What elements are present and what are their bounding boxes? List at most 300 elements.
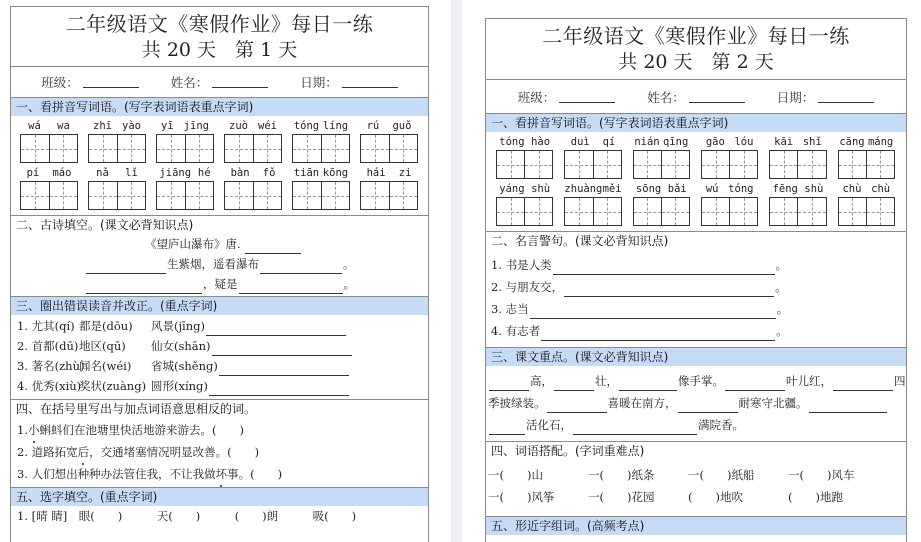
writing-cell[interactable] bbox=[21, 135, 49, 162]
pinyin-syllable: wú bbox=[705, 183, 719, 195]
writing-cell[interactable] bbox=[225, 135, 253, 162]
pinyin-syllable: fǒ bbox=[262, 167, 276, 179]
pinyin-word bbox=[701, 135, 758, 179]
title-block bbox=[486, 19, 906, 80]
pronunciation-list bbox=[11, 315, 428, 399]
writing-cell[interactable] bbox=[593, 198, 621, 225]
worksheet-title: 二年级语文《寒假作业》每日一练 bbox=[542, 24, 850, 48]
word-with-pinyin: 闻名(wéi) bbox=[79, 359, 132, 373]
tianzige-cells bbox=[292, 181, 350, 210]
quote-list bbox=[486, 250, 906, 347]
text-keypoints bbox=[486, 366, 906, 441]
pinyin-syllable: hé bbox=[197, 167, 211, 179]
quote-prompt: 4. 有志者 bbox=[491, 324, 541, 338]
tianzige-cells bbox=[564, 197, 621, 226]
keypoint-line bbox=[488, 413, 906, 435]
pinyin-label bbox=[20, 166, 78, 181]
pinyin-syllable: zhī bbox=[93, 120, 112, 132]
sentence-text: 蝌蚪们在池塘里快活地游来游去。( ) bbox=[39, 423, 244, 437]
writing-cell[interactable] bbox=[497, 151, 524, 178]
poem-blank-4[interactable] bbox=[239, 280, 343, 294]
pinyin-word bbox=[633, 182, 690, 226]
section-3-heading: 三、课文重点。(课文必背知识点) bbox=[486, 347, 906, 366]
pinyin-syllable: zhuàng bbox=[564, 183, 603, 195]
section-4-heading: 四、在括号里写出与加点词语意思相反的词。 bbox=[11, 399, 428, 418]
pinyin-word bbox=[292, 119, 350, 163]
pinyin-label bbox=[20, 119, 78, 134]
pinyin-word bbox=[769, 135, 826, 179]
pinyin-word bbox=[496, 135, 553, 179]
pinyin-label bbox=[496, 182, 553, 197]
pinyin-syllable: guǒ bbox=[392, 120, 412, 132]
word-with-pinyin: 圆形(xíng) bbox=[151, 379, 208, 393]
tianzige-cells bbox=[633, 197, 690, 226]
keypoint-text: 满院香。 bbox=[698, 418, 744, 432]
fill-blank[interactable] bbox=[489, 377, 529, 391]
section-1-heading: 一、看拼音写词语。(写字表词语表重点字词) bbox=[11, 97, 428, 116]
writing-cell[interactable] bbox=[293, 182, 321, 209]
sentence-text: 1. bbox=[17, 423, 28, 437]
class-blank[interactable] bbox=[559, 91, 615, 103]
pinyin-word bbox=[20, 166, 78, 210]
quote-item bbox=[491, 253, 906, 275]
matching-item[interactable]: 一( )山 bbox=[488, 468, 543, 482]
pinyin-label bbox=[838, 182, 895, 197]
writing-cell[interactable] bbox=[524, 198, 552, 225]
pinyin-word bbox=[224, 119, 282, 163]
poem-fill bbox=[11, 234, 428, 296]
pinyin-syllable: lóu bbox=[734, 136, 754, 148]
pinyin-label bbox=[224, 166, 282, 181]
choose-char-item: 1. [晴 睛] 眼( ) 天( ) ( )朗 吸( ) bbox=[17, 509, 357, 523]
pronunciation-item bbox=[17, 316, 428, 336]
pinyin-syllable: měi bbox=[602, 183, 622, 195]
keypoint-text: 活化石， bbox=[526, 418, 572, 432]
word-with-pinyin: 4. 优秀(xiù) bbox=[17, 379, 82, 393]
writing-cell[interactable] bbox=[157, 135, 185, 162]
date-label: 日期： bbox=[300, 75, 338, 90]
writing-cell[interactable] bbox=[866, 151, 894, 178]
pinyin-row bbox=[486, 182, 906, 226]
pinyin-label bbox=[224, 119, 282, 134]
pinyin-syllable: gāo bbox=[705, 136, 725, 148]
pinyin-syllable: jiāng bbox=[159, 167, 192, 179]
quote-item bbox=[491, 319, 906, 341]
pinyin-word bbox=[360, 166, 418, 210]
antonym-item bbox=[17, 462, 428, 484]
section-2-heading: 二、古诗填空。(课文必背知识点) bbox=[11, 215, 428, 234]
matching-item[interactable]: 一( )纸条 bbox=[588, 468, 655, 482]
name-label: 姓名： bbox=[170, 75, 209, 90]
quote-prompt: 3. 志当 bbox=[491, 302, 529, 316]
antonym-list bbox=[11, 418, 428, 487]
pinyin-label bbox=[769, 135, 826, 150]
fill-blank[interactable] bbox=[833, 377, 893, 391]
writing-cell[interactable] bbox=[702, 198, 729, 225]
section-4-heading: 四、词语搭配。(字词重难点) bbox=[486, 441, 906, 460]
writing-cell[interactable] bbox=[49, 135, 78, 162]
pinyin-syllable: wa bbox=[57, 120, 70, 132]
poem-period: 。 bbox=[343, 257, 355, 271]
pinyin-syllable: tóng bbox=[728, 183, 754, 195]
pinyin-label bbox=[156, 119, 214, 134]
section-1-heading: 一、看拼音写词语。(写字表词语表重点字词) bbox=[486, 113, 906, 132]
pinyin-label bbox=[564, 135, 621, 150]
pinyin-syllable: jīng bbox=[183, 120, 209, 132]
worksheet-day: 共 20 天 第 2 天 bbox=[618, 51, 774, 73]
word-with-pinyin: 地区(qū) bbox=[79, 339, 126, 353]
section-3-heading: 三、圈出错误读音并改正。(重点字词) bbox=[11, 296, 428, 315]
name-blank[interactable] bbox=[212, 76, 268, 88]
pinyin-label bbox=[838, 135, 895, 150]
writing-cell[interactable] bbox=[253, 182, 282, 209]
keypoint-text: 季披绿装。 bbox=[488, 396, 546, 410]
pinyin-syllable: hái bbox=[366, 167, 386, 179]
pronunciation-item bbox=[17, 356, 428, 376]
writing-cell[interactable] bbox=[565, 151, 592, 178]
quote-blank[interactable] bbox=[553, 261, 775, 275]
pinyin-label bbox=[701, 135, 758, 150]
pinyin-label bbox=[564, 182, 621, 197]
class-blank[interactable] bbox=[83, 76, 139, 88]
tianzige-cells bbox=[701, 150, 758, 179]
tianzige-cells bbox=[496, 197, 553, 226]
word-with-pinyin: 风景(jīng) bbox=[151, 319, 205, 333]
writing-cell[interactable] bbox=[565, 198, 592, 225]
writing-cell[interactable] bbox=[117, 135, 146, 162]
tianzige-cells bbox=[838, 197, 895, 226]
poem-blank-1[interactable] bbox=[86, 260, 166, 274]
worksheet-day: 共 20 天 第 1 天 bbox=[141, 39, 298, 61]
tianzige-cells bbox=[292, 134, 350, 163]
word-with-pinyin: 奖状(zuàng) bbox=[79, 379, 147, 393]
word-with-pinyin: 都是(dōu) bbox=[79, 319, 133, 333]
pinyin-label bbox=[360, 166, 418, 181]
poem-text: 生紫烟，遥看瀑布 bbox=[167, 257, 259, 271]
tianzige-cells bbox=[769, 150, 826, 179]
sentence-text: 事。( ) bbox=[227, 467, 283, 481]
writing-cell[interactable] bbox=[702, 151, 729, 178]
pinyin-word bbox=[496, 182, 553, 226]
pinyin-syllable: máo bbox=[52, 167, 72, 179]
pinyin-syllable: chù bbox=[871, 183, 891, 195]
writing-cell[interactable] bbox=[321, 182, 350, 209]
correction-blank[interactable] bbox=[206, 322, 346, 336]
matching-row bbox=[488, 464, 906, 486]
pinyin-label bbox=[156, 166, 214, 181]
pinyin-label bbox=[292, 119, 350, 134]
tianzige-cells bbox=[88, 181, 146, 210]
pinyin-syllable: duì bbox=[570, 136, 590, 148]
fill-blank[interactable] bbox=[554, 377, 594, 391]
tianzige-cells bbox=[224, 181, 282, 210]
keypoint-line bbox=[488, 369, 906, 391]
matching-item[interactable]: 一( )风筝 bbox=[488, 490, 555, 504]
pinyin-label bbox=[88, 119, 146, 134]
date-label: 日期： bbox=[776, 89, 815, 105]
pinyin-syllable: rú bbox=[366, 120, 380, 132]
pinyin-syllable: tóng bbox=[293, 120, 320, 132]
pinyin-syllable: wá bbox=[28, 120, 41, 132]
pinyin-label bbox=[633, 135, 690, 150]
writing-cell[interactable] bbox=[253, 135, 282, 162]
fill-blank[interactable] bbox=[678, 399, 738, 413]
writing-cell[interactable] bbox=[117, 182, 146, 209]
writing-cell[interactable] bbox=[21, 182, 49, 209]
pinyin-syllable: wéi bbox=[258, 120, 277, 132]
pinyin-syllable: lǐ bbox=[125, 167, 138, 179]
tianzige-cells bbox=[769, 197, 826, 226]
pinyin-syllable: qīng bbox=[662, 136, 689, 148]
writing-cell[interactable] bbox=[157, 182, 185, 209]
writing-cell[interactable] bbox=[389, 135, 418, 162]
writing-cell[interactable] bbox=[661, 198, 689, 225]
writing-cell[interactable] bbox=[661, 151, 689, 178]
matching-item[interactable]: ( )地跑 bbox=[788, 490, 843, 504]
pinyin-syllable: kāi bbox=[774, 136, 794, 148]
quote-item bbox=[491, 297, 906, 319]
pinyin-syllable: nǎ bbox=[96, 167, 109, 179]
keypoint-text: 四 bbox=[894, 374, 906, 388]
date-blank[interactable] bbox=[818, 91, 874, 103]
pinyin-label bbox=[769, 182, 826, 197]
pinyin-word bbox=[88, 166, 146, 210]
tianzige-cells bbox=[88, 134, 146, 163]
pinyin-syllable: nián bbox=[634, 136, 660, 148]
date-blank[interactable] bbox=[342, 76, 398, 88]
matching-item[interactable]: 一( )花园 bbox=[588, 490, 655, 504]
pinyin-label bbox=[701, 182, 758, 197]
keypoint-text: 叶儿红， bbox=[786, 374, 832, 388]
poem-blank-3[interactable] bbox=[86, 280, 202, 294]
worksheet-page-day-1 bbox=[10, 6, 429, 542]
section-5-heading: 五、选字填空。(重点字词) bbox=[11, 487, 428, 506]
quote-prompt: 1. 书是人类 bbox=[491, 258, 552, 272]
keypoint-text: 像手掌。 bbox=[678, 374, 724, 388]
writing-cell[interactable] bbox=[321, 135, 350, 162]
pinyin-word bbox=[88, 119, 146, 163]
writing-cell[interactable] bbox=[839, 198, 866, 225]
dotted-word: 坏 bbox=[216, 464, 228, 484]
writing-cell[interactable] bbox=[89, 135, 117, 162]
writing-cell[interactable] bbox=[185, 135, 214, 162]
pinyin-syllable: yī bbox=[161, 120, 174, 132]
pinyin-syllable: kōng bbox=[322, 167, 349, 179]
fill-blank[interactable] bbox=[489, 421, 525, 435]
word-with-pinyin: 仙女(shān) bbox=[151, 339, 211, 353]
pinyin-syllable: zi bbox=[398, 167, 412, 179]
writing-cell[interactable] bbox=[361, 182, 389, 209]
pinyin-word bbox=[564, 135, 621, 179]
student-info-row bbox=[486, 80, 906, 113]
writing-cell[interactable] bbox=[361, 135, 389, 162]
quote-period: 。 bbox=[776, 324, 788, 338]
pronunciation-item bbox=[17, 376, 428, 396]
word-with-pinyin: 省城(shěng) bbox=[151, 359, 218, 373]
poem-author-blank[interactable] bbox=[245, 240, 301, 254]
pinyin-syllable: líng bbox=[322, 120, 349, 132]
word-with-pinyin: 2. 首都(dū) bbox=[17, 339, 79, 353]
writing-cell[interactable] bbox=[866, 198, 894, 225]
pinyin-syllable: fēng bbox=[772, 183, 798, 195]
pinyin-syllable: yáng bbox=[499, 183, 525, 195]
pinyin-label bbox=[88, 166, 146, 181]
pinyin-label bbox=[496, 135, 553, 150]
keypoint-text: 壮， bbox=[595, 374, 618, 388]
sentence-text: ，交通堵塞情况明显改善。( ) bbox=[89, 445, 260, 459]
fill-blank[interactable] bbox=[619, 377, 677, 391]
pinyin-syllable: bàn bbox=[230, 167, 250, 179]
fill-blank[interactable] bbox=[573, 421, 697, 435]
quote-period: 。 bbox=[776, 302, 789, 316]
writing-cell[interactable] bbox=[797, 151, 825, 178]
pinyin-syllable: cāng bbox=[839, 136, 865, 148]
pinyin-word bbox=[564, 182, 621, 226]
writing-cell[interactable] bbox=[634, 198, 661, 225]
pinyin-syllable: chù bbox=[842, 183, 862, 195]
writing-cell[interactable] bbox=[797, 198, 825, 225]
writing-cell[interactable] bbox=[593, 151, 621, 178]
fill-blank[interactable] bbox=[547, 399, 607, 413]
antonym-item bbox=[17, 440, 428, 462]
writing-cell[interactable] bbox=[634, 151, 661, 178]
writing-cell[interactable] bbox=[729, 151, 757, 178]
correction-blank[interactable] bbox=[209, 382, 349, 396]
keypoint-text: 高， bbox=[530, 374, 553, 388]
pinyin-label bbox=[360, 119, 418, 134]
writing-cell[interactable] bbox=[185, 182, 214, 209]
pinyin-syllable: pí bbox=[26, 167, 40, 179]
tianzige-cells bbox=[156, 134, 214, 163]
tianzige-cells bbox=[838, 150, 895, 179]
pinyin-syllable: hào bbox=[531, 136, 551, 148]
poem-text: ，疑是 bbox=[203, 277, 238, 291]
writing-cell[interactable] bbox=[729, 198, 757, 225]
pinyin-syllable: tiān bbox=[293, 167, 320, 179]
pinyin-syllable: shù bbox=[804, 183, 824, 195]
page-gutter bbox=[451, 0, 462, 542]
pinyin-syllable: yào bbox=[122, 120, 141, 132]
pinyin-word bbox=[224, 166, 282, 210]
keypoint-text: 耐寒守北疆。 bbox=[738, 396, 808, 410]
fill-blank[interactable] bbox=[809, 399, 887, 413]
pinyin-syllable: shǐ bbox=[802, 136, 822, 148]
pinyin-word bbox=[156, 119, 214, 163]
pinyin-word bbox=[292, 166, 350, 210]
quote-prompt: 2. 与朋友交， bbox=[491, 280, 564, 294]
section-5-heading: 五、形近字组词。(高频考点) bbox=[486, 516, 906, 535]
writing-cell[interactable] bbox=[293, 135, 321, 162]
tianzige-cells bbox=[20, 181, 78, 210]
fill-blank[interactable] bbox=[725, 377, 785, 391]
title-block bbox=[11, 7, 428, 67]
pinyin-word bbox=[20, 119, 78, 163]
quote-period: 。 bbox=[775, 280, 787, 294]
pinyin-row bbox=[11, 119, 428, 163]
word-with-pinyin: 3. 著名(zhù) bbox=[17, 359, 85, 373]
writing-cell[interactable] bbox=[389, 182, 418, 209]
correction-blank[interactable] bbox=[219, 362, 349, 376]
matching-item[interactable]: 一( )纸船 bbox=[688, 468, 755, 482]
sentence-text: 2. 道路拓宽 bbox=[17, 445, 78, 459]
writing-cell[interactable] bbox=[225, 182, 253, 209]
class-label: 班级： bbox=[517, 89, 556, 105]
pinyin-label bbox=[292, 166, 350, 181]
tianzige-cells bbox=[360, 134, 418, 163]
pinyin-syllable: bǎi bbox=[667, 183, 687, 195]
writing-cell[interactable] bbox=[49, 182, 78, 209]
poem-blank-2[interactable] bbox=[260, 260, 342, 274]
pinyin-row bbox=[11, 166, 428, 210]
tianzige-cells bbox=[564, 150, 621, 179]
pinyin-syllable: qí bbox=[602, 136, 616, 148]
writing-cell[interactable] bbox=[770, 151, 797, 178]
worksheet-page-day-2 bbox=[485, 18, 907, 542]
student-info-row bbox=[11, 67, 428, 97]
pinyin-word bbox=[838, 135, 895, 179]
matching-row bbox=[488, 486, 906, 508]
writing-cell[interactable] bbox=[497, 198, 524, 225]
quote-blank[interactable] bbox=[564, 283, 774, 297]
writing-cell[interactable] bbox=[89, 182, 117, 209]
keypoint-text: 喜暖在南方， bbox=[607, 396, 677, 410]
tianzige-cells bbox=[701, 197, 758, 226]
sentence-text: 3. 人们想出种种办法管住我，不让我做 bbox=[17, 467, 216, 481]
pinyin-syllable: tóng bbox=[499, 136, 525, 148]
pinyin-word bbox=[633, 135, 690, 179]
word-matching bbox=[486, 460, 906, 516]
pinyin-word bbox=[360, 119, 418, 163]
poem-title: 《望庐山瀑布》唐. bbox=[145, 237, 241, 251]
dotted-word: 小 bbox=[28, 420, 40, 440]
pinyin-word bbox=[838, 182, 895, 226]
antonym-item bbox=[17, 418, 428, 440]
writing-cell[interactable] bbox=[524, 151, 552, 178]
section-2-heading: 二、名言警句。(课文必背知识点) bbox=[486, 231, 906, 250]
tianzige-cells bbox=[360, 181, 418, 210]
quote-blank[interactable] bbox=[530, 305, 776, 319]
pinyin-syllable: máng bbox=[867, 136, 894, 148]
pinyin-word bbox=[156, 166, 214, 210]
class-label: 班级： bbox=[41, 75, 79, 90]
dotted-word: 后 bbox=[78, 442, 90, 462]
writing-cell[interactable] bbox=[839, 151, 866, 178]
tianzige-cells bbox=[224, 134, 282, 163]
matching-item[interactable]: 一( )风车 bbox=[788, 468, 855, 482]
pronunciation-item bbox=[17, 336, 428, 356]
quote-period: 。 bbox=[775, 258, 788, 272]
correction-blank[interactable] bbox=[212, 342, 352, 356]
pinyin-syllable: zuò bbox=[229, 120, 248, 132]
matching-item[interactable]: ( )地吹 bbox=[688, 490, 743, 504]
pinyin-label bbox=[633, 182, 690, 197]
name-label: 姓名： bbox=[647, 89, 685, 105]
quote-item bbox=[491, 275, 906, 297]
writing-cell[interactable] bbox=[770, 198, 797, 225]
quote-blank[interactable] bbox=[541, 327, 775, 341]
pinyin-syllable: sōng bbox=[635, 183, 662, 195]
tianzige-cells bbox=[496, 150, 553, 179]
name-blank[interactable] bbox=[689, 91, 745, 103]
worksheet-title: 二年级语文《寒假作业》每日一练 bbox=[65, 12, 374, 36]
pinyin-word bbox=[769, 182, 826, 226]
tianzige-cells bbox=[20, 134, 78, 163]
tianzige-cells bbox=[156, 181, 214, 210]
pinyin-syllable: shù bbox=[531, 183, 551, 195]
pinyin-grid bbox=[486, 132, 906, 231]
pinyin-row bbox=[486, 135, 906, 179]
tianzige-cells bbox=[633, 150, 690, 179]
